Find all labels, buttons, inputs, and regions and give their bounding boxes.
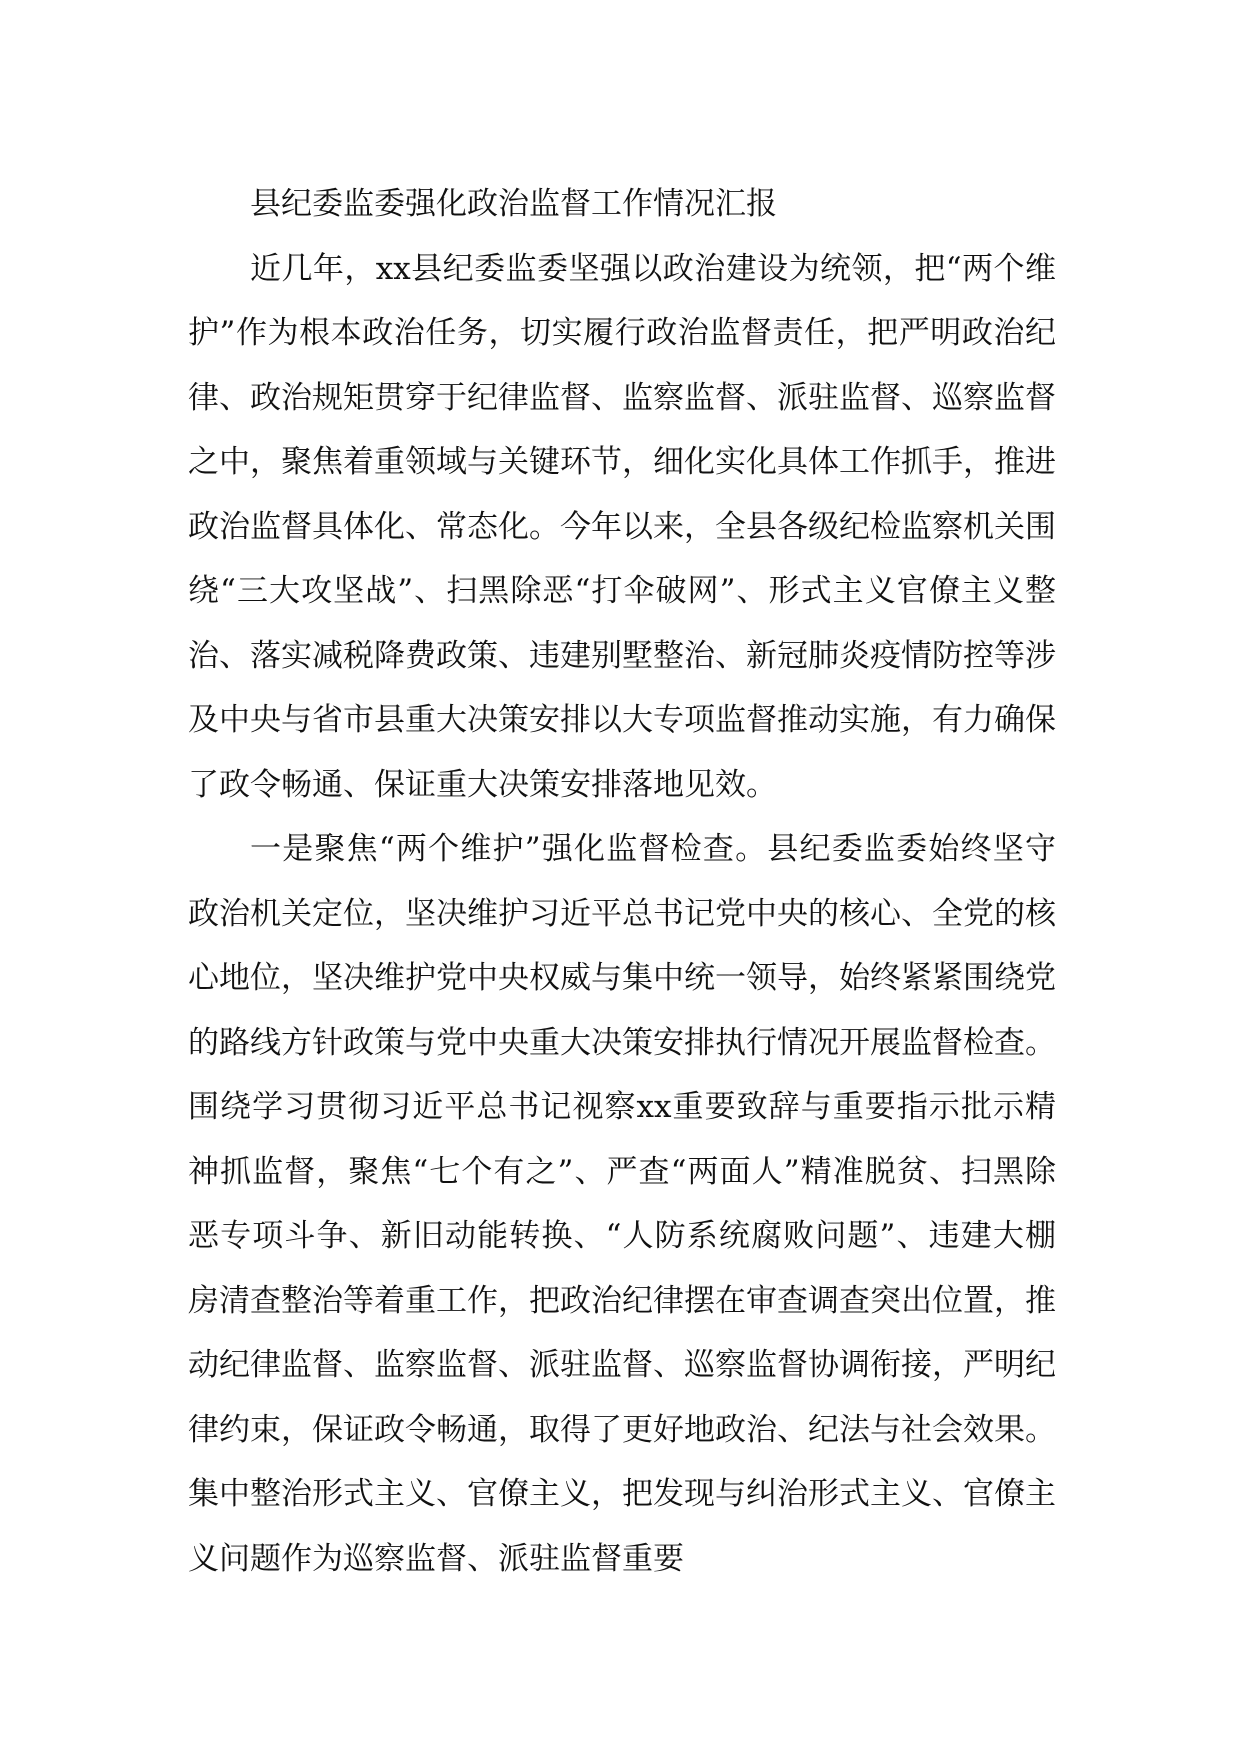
paragraph-point-one: 一是聚焦“两个维护”强化监督检查。县纪委监委始终坚守政治机关定位，坚决维护习近平总书记党中央的核心、全党的核心地位，坚决维护党中央权威与集中统一领导，始终紧紧围绕党的路线方针政策与党中央重大决策安排执行情况开展监督检查。围绕学习贯彻习近平总书记视察xx重要致辞与重要指示批示精神抓监督，聚焦“七个有之”、严查“两面人”精准脱贫、扫黑除恶专项斗争、新旧动能转换、“人防系统腐败问题”、违建大棚房清查整治等着重工作，把政治纪律摆在审查调查突出位置，推动纪律监督、监察监督、派驻监督、巡察监督协调衔接，严明纪律约束，保证政令畅通，取得了更好地政治、纪法与社会效果。集中整治形式主义、官僚主义，把发现与纠治形式主义、官僚主义问题作为巡察监督、派驻监督重要 [188,831,1056,1577]
document-title: 县纪委监委强化政治监督工作情况汇报 [250,186,777,222]
paragraph-intro: 近几年，xx县纪委监委坚强以政治建设为统领，把“两个维护”作为根本政治任务，切实履行政治监督责任，把严明政治纪律、政治规矩贯穿于纪律监督、监察监督、派驻监督、巡察监督之中，聚焦着重领域与关键环节，细化实化具体工作抓手，推进政治监督具体化、常态化。今年以来，全县各级纪检监察机关围绕“三大攻坚战”、扫黑除恶“打伞破网”、形式主义官僚主义整治、落实减税降费政策、违建别墅整治、新冠肺炎疫情防控等涉及中央与省市县重大决策安排以大专项监督推动实施，有力确保了政令畅通、保证重大决策安排落地见效。 [188,250,1056,803]
document-body [188,172,1056,1591]
